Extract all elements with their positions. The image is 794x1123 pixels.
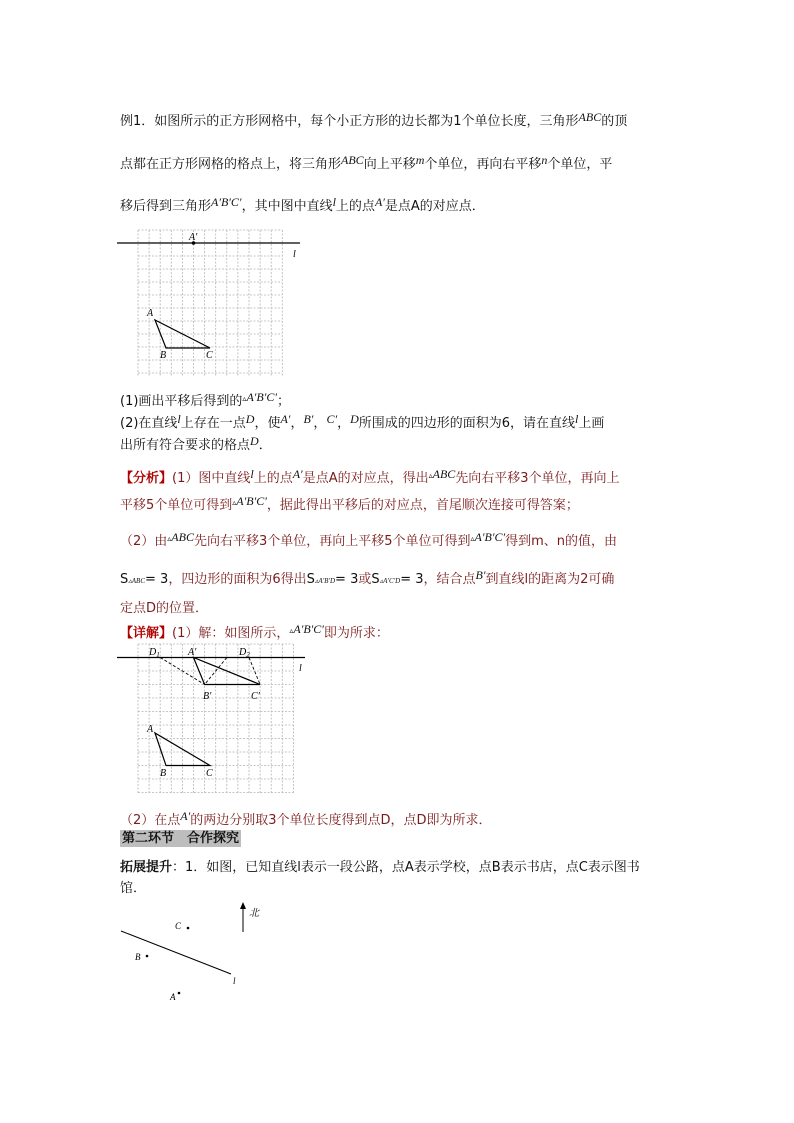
section-header	[120, 830, 241, 848]
math-d: D	[350, 412, 359, 426]
math-abc: ABC	[578, 110, 602, 124]
text: 点都在正方形网格的格点上，将三角形	[120, 157, 342, 172]
math-b1: B′	[475, 568, 486, 582]
section-title: 第二环节 合作探究	[122, 831, 240, 846]
text: 平移5个单位可得到	[120, 498, 233, 513]
math-d: D	[245, 412, 255, 426]
math-a1b1c1: A′B′C′	[293, 622, 324, 636]
math-a1: A′	[180, 809, 191, 823]
text: ：1．如图，已知直线l表示一段公路，点A表示学校，点B表示书店，点C表示图书	[172, 860, 640, 875]
question-1: (1)画出平移后得到的▵A′B′C′；	[120, 390, 290, 409]
math-abc: ABC	[432, 467, 456, 481]
label-l: l	[293, 249, 296, 260]
text: 馆．	[120, 881, 147, 896]
text: 上的点	[335, 199, 375, 214]
label-c: C	[206, 350, 213, 361]
detail-line-2	[120, 807, 492, 830]
text: 上的点	[253, 471, 293, 486]
example-line-2	[120, 151, 612, 174]
math-abc: ABC	[171, 530, 194, 544]
text: 是点A的对应点，得出	[302, 471, 429, 486]
analysis-line-5	[120, 600, 208, 618]
grid-figure-1	[115, 228, 310, 378]
example-line-3	[120, 193, 485, 216]
text: 得到m、n的值，由	[505, 534, 617, 549]
math-l: l	[332, 195, 336, 209]
text: ，四边形的面积为6得出	[168, 572, 307, 587]
text: 即为所求：	[323, 626, 389, 641]
math-m: m	[415, 153, 425, 167]
label-b: B	[160, 350, 167, 361]
text: ，据此得出平移后的对应点，首尾顺次连接可得答案；	[266, 498, 579, 513]
text: ，其中图中直线	[241, 199, 333, 214]
math-a1b1c1: A′B′C′	[474, 530, 506, 544]
label-a: A	[170, 992, 176, 1002]
label-c: C	[175, 921, 182, 931]
math-a1: A′	[374, 195, 385, 209]
label-b: B	[160, 768, 167, 779]
label-a: A	[147, 308, 154, 319]
label-a: A	[147, 724, 154, 735]
text: = 3	[335, 572, 359, 587]
text: 或	[358, 572, 372, 587]
text: 向上平移	[363, 157, 416, 172]
text: 上存在一点	[180, 416, 246, 431]
label-a1: A′	[189, 232, 198, 243]
analysis-tag: 【分析】	[120, 471, 173, 486]
math-a1: A′	[292, 467, 303, 481]
text: （2）由	[120, 534, 168, 549]
text: ，	[290, 416, 304, 431]
label-c: C	[206, 768, 213, 779]
detail-tag: 【详解】	[120, 626, 173, 641]
label-d1: $D_1$	[149, 647, 160, 659]
label-b1: B′	[203, 691, 212, 702]
map-figure	[115, 900, 275, 1010]
sub-a1c1d: A′C′D	[383, 577, 401, 585]
text: ，	[313, 416, 327, 431]
math-abc: ABC	[341, 153, 364, 167]
label-a1: A′	[188, 647, 197, 658]
math-l: l	[177, 412, 181, 426]
text: 的两边分别取3个单位长度得到点D，点D即为所求．	[190, 813, 492, 828]
label-l: l	[233, 976, 236, 986]
text: 出所有符合要求的格点	[120, 438, 251, 453]
text: ，	[337, 416, 351, 431]
text: 先向右平移3个单位，再向上平移5个单位可得到	[193, 534, 471, 549]
text: ．	[258, 438, 272, 453]
text: (1）解：如图所示，	[172, 626, 290, 641]
text: (2)在直线	[120, 416, 178, 431]
label-b: B	[135, 952, 141, 962]
extend-line-2	[120, 880, 146, 898]
text: （2）在点	[120, 813, 181, 828]
label-d2: $D_2$	[239, 647, 250, 659]
text: 例1．如图所示的正方形网格中，每个小正方形的边长都为1个单位长度，三角形	[120, 114, 579, 129]
question-2-cont	[120, 432, 272, 455]
analysis-line-1: 【分析】(1）图中直线l上的点A′是点A的对应点，得出▵ABC先向右平移3个单位，再向上	[120, 467, 620, 486]
extend-line-1	[120, 859, 640, 877]
text: (1)画出平移后得到的	[120, 394, 243, 409]
analysis-line-2: 平移5个单位可得到▵A′B′C′，据此得出平移后的对应点，首尾顺次连接可得答案；	[120, 494, 579, 513]
text: = 3	[145, 572, 169, 587]
text: 所围成的四边形的面积为6，请在直线	[358, 416, 576, 431]
sub-abc: ABC	[131, 577, 146, 585]
label-l: l	[299, 663, 302, 674]
extend-tag: 拓展提升	[120, 860, 173, 875]
math-b1: B′	[303, 412, 314, 426]
text: 的顶	[601, 114, 628, 129]
text: ，使	[254, 416, 281, 431]
math-c1: C′	[326, 412, 338, 426]
text: 移后得到三角形	[120, 199, 212, 214]
analysis-line-4: S▵ABC= 3，四边形的面积为6得出S▵A′B′D= 3或S▵A′C′D= 3，结合点B′到直线l的距离为2可确	[120, 568, 615, 587]
sub-a1b1d: A′B′D	[318, 577, 336, 585]
text: ，结合点	[423, 572, 476, 587]
math-a1b1c1: A′B′C′	[236, 494, 267, 508]
north-label: 北	[249, 908, 259, 919]
text: = 3	[400, 572, 424, 587]
math-l: l	[250, 467, 254, 481]
analysis-line-3: （2）由▵ABC先向右平移3个单位，再向上平移5个单位可得到▵A′B′C′得到m、n的值，由	[120, 530, 617, 549]
math-l: l	[575, 412, 579, 426]
math-a1b1c1: A′B′C′	[211, 195, 242, 209]
text: (1）图中直线	[172, 471, 251, 486]
math-n: n	[541, 153, 548, 167]
grid-figure-2	[115, 642, 320, 797]
text: 个单位，平	[547, 157, 613, 172]
math-a1b1c1: A′B′C′	[246, 390, 277, 404]
math-d: D	[250, 434, 259, 448]
text: 定点D的位置．	[120, 601, 209, 616]
text: 到直线l的距离为2可确	[485, 572, 615, 587]
math-a1: A′	[280, 412, 291, 426]
text: ；	[276, 394, 290, 409]
detail-line-1: 【详解】(1）解：如图所示，▵A′B′C′即为所求：	[120, 622, 389, 641]
label-c1: C′	[251, 691, 260, 702]
text: 上画	[578, 416, 605, 431]
text: 是点A的对应点．	[384, 199, 485, 214]
example-line-1	[120, 108, 627, 131]
question-2	[120, 410, 604, 433]
text: 个单位，再向右平移	[424, 157, 542, 172]
text: 先向右平移3个单位，再向上	[455, 471, 620, 486]
